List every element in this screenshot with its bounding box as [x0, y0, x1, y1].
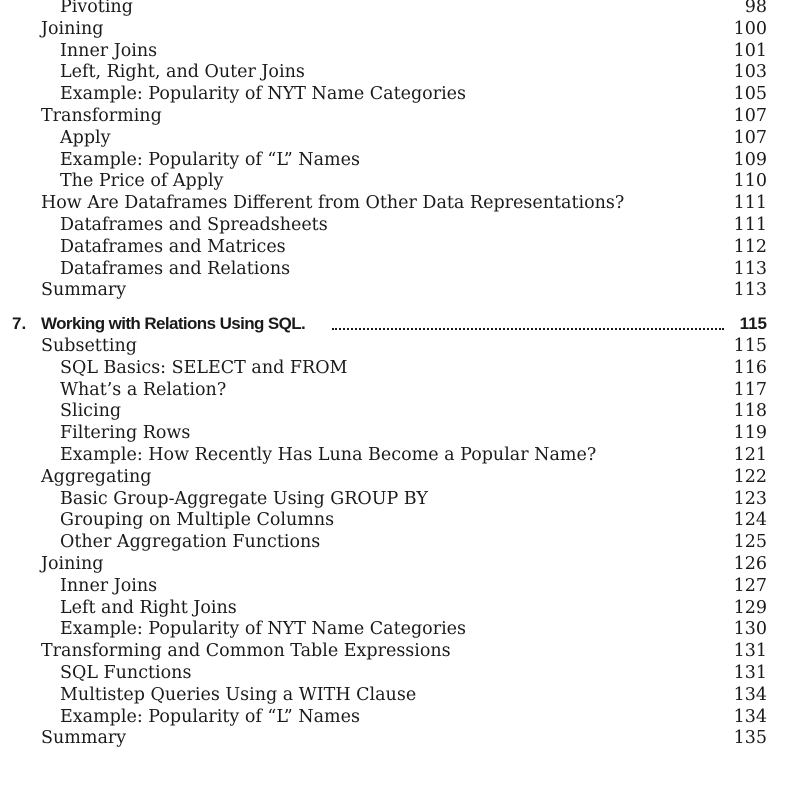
toc-entry[interactable] [0, 553, 800, 575]
entry-title: SQL Basics: SELECT and FROM [60, 357, 348, 378]
toc-chapter-entry[interactable] [0, 313, 800, 335]
toc-entry[interactable] [0, 662, 800, 684]
toc-entry[interactable] [0, 61, 800, 83]
toc-entry[interactable] [0, 18, 800, 40]
toc-entry[interactable] [0, 149, 800, 171]
toc-entry[interactable] [0, 575, 800, 597]
page-number: 110 [733, 171, 767, 192]
entry-title: Pivoting [60, 0, 133, 17]
entry-title: Left, Right, and Outer Joins [60, 62, 305, 83]
chapter-number: 7. [12, 314, 27, 334]
page-number: 134 [733, 684, 767, 705]
page-number: 131 [733, 641, 767, 662]
page-number: 100 [733, 18, 767, 39]
entry-title: Aggregating [41, 466, 152, 487]
toc-entry[interactable] [0, 192, 800, 214]
dot-leader [332, 328, 724, 330]
toc-entry[interactable] [0, 335, 800, 357]
page-number: 130 [733, 619, 767, 640]
page-number: 129 [733, 597, 767, 618]
entry-title: Filtering Rows [60, 423, 191, 444]
entry-title: Grouping on Multiple Columns [60, 510, 335, 531]
entry-title: Joining [41, 554, 104, 574]
entry-title: Other Aggregation Functions [60, 532, 321, 553]
toc-entry[interactable] [0, 127, 800, 149]
entry-title: Transforming [41, 106, 162, 126]
page-number: 122 [733, 466, 767, 487]
entry-title: How Are Dataframes Different from Other Data Representations? [41, 193, 625, 214]
page-number: 115 [739, 314, 767, 334]
page-number: 126 [733, 554, 767, 574]
entry-title: SQL Functions [60, 663, 192, 683]
toc-entry[interactable] [0, 279, 800, 301]
toc-entry[interactable] [0, 105, 800, 127]
entry-title: What’s a Relation? [60, 379, 227, 400]
page-number: 119 [733, 423, 767, 444]
entry-title: Apply [60, 127, 111, 148]
page-number: 116 [733, 357, 767, 378]
toc-entry[interactable] [0, 0, 800, 18]
page-number: 109 [733, 149, 767, 170]
toc-entry[interactable] [0, 684, 800, 706]
page-number: 118 [733, 401, 767, 422]
toc-entry[interactable] [0, 618, 800, 640]
toc-entry[interactable] [0, 597, 800, 619]
entry-title: Working with Relations Using SQL. [41, 314, 306, 334]
toc-entry[interactable] [0, 357, 800, 379]
entry-title: The Price of Apply [60, 171, 224, 192]
page-number: 113 [733, 280, 767, 301]
toc-entry[interactable] [0, 727, 800, 749]
entry-title: Left and Right Joins [60, 597, 237, 618]
entry-title: Dataframes and Matrices [60, 236, 286, 257]
entry-title: Example: Popularity of “L” Names [60, 149, 360, 170]
toc-entry[interactable] [0, 706, 800, 728]
entry-title: Inner Joins [60, 40, 158, 61]
page-number: 103 [733, 62, 767, 83]
page-number: 105 [733, 84, 767, 105]
toc-entry[interactable] [0, 531, 800, 553]
toc-entry[interactable] [0, 509, 800, 531]
entry-title: Summary [41, 280, 127, 301]
entry-title: Example: Popularity of NYT Name Categories [60, 84, 467, 105]
page-number: 115 [733, 336, 767, 356]
entry-title: Inner Joins [60, 575, 158, 596]
toc-entry[interactable] [0, 170, 800, 192]
page-number: 98 [744, 0, 767, 17]
toc-entry[interactable] [0, 444, 800, 466]
page-number: 112 [733, 236, 767, 257]
entry-title: Dataframes and Spreadsheets [60, 215, 328, 235]
page-number: 131 [733, 663, 767, 683]
entry-title: Joining [41, 18, 104, 39]
page-number: 121 [733, 445, 767, 465]
toc-entry[interactable] [0, 640, 800, 662]
page-number: 113 [733, 258, 767, 279]
entry-title: Dataframes and Relations [60, 258, 291, 279]
toc-entry[interactable] [0, 236, 800, 258]
toc-entry[interactable] [0, 488, 800, 510]
page-number: 117 [733, 379, 767, 400]
page-number: 111 [733, 215, 767, 235]
page-number: 125 [733, 532, 767, 553]
toc-entry[interactable] [0, 379, 800, 401]
page-number: 107 [733, 106, 767, 126]
page-number: 123 [733, 488, 767, 509]
entry-title: Slicing [60, 401, 122, 422]
entry-title: Example: Popularity of “L” Names [60, 706, 360, 727]
toc-entry[interactable] [0, 422, 800, 444]
entry-title: Example: How Recently Has Luna Become a Popular Name? [60, 445, 597, 465]
page-number: 127 [733, 575, 767, 596]
page-number: 101 [733, 40, 767, 61]
entry-title: Multistep Queries Using a WITH Clause [60, 684, 417, 705]
entry-title: Example: Popularity of NYT Name Categories [60, 619, 467, 640]
page-number: 107 [733, 127, 767, 148]
toc-entry[interactable] [0, 400, 800, 422]
entry-title: Summary [41, 728, 127, 749]
page-number: 124 [733, 510, 767, 531]
toc-entry[interactable] [0, 466, 800, 488]
entry-title: Basic Group-Aggregate Using GROUP BY [60, 488, 428, 509]
entry-title: Subsetting [41, 336, 137, 356]
toc-entry[interactable] [0, 83, 800, 105]
toc-entry[interactable] [0, 214, 800, 236]
toc-entry[interactable] [0, 258, 800, 280]
entry-title: Transforming and Common Table Expressions [41, 641, 451, 662]
page-number: 135 [733, 728, 767, 749]
page-number: 134 [733, 706, 767, 727]
toc-entry[interactable] [0, 40, 800, 62]
page-number: 111 [733, 193, 767, 214]
